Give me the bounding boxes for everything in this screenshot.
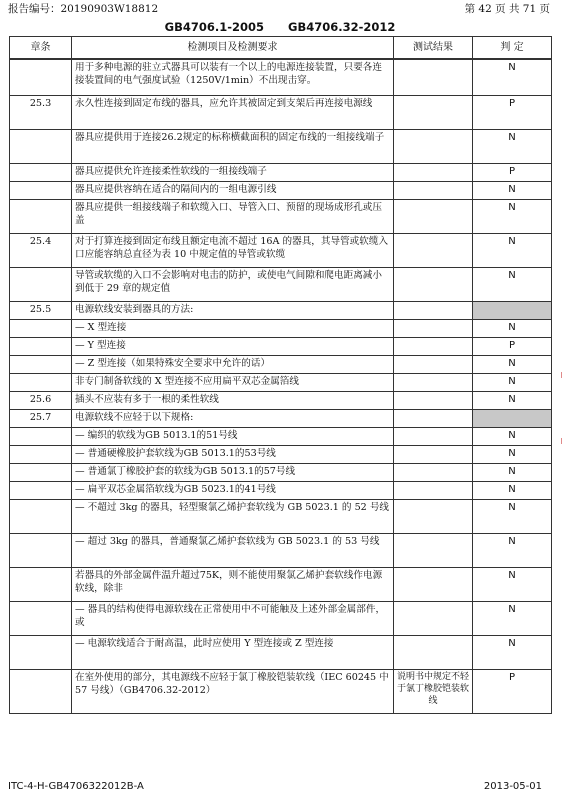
result-cell — [394, 59, 473, 95]
requirement-cell: — 超过 3kg 的器具，普通聚氯乙烯护套软线为 GB 5023.1 的 53 号线 — [72, 533, 394, 567]
verdict-cell: N — [473, 635, 552, 669]
column-header-clause: 章条 — [10, 37, 72, 60]
result-cell — [394, 481, 473, 499]
verdict-cell: N — [473, 601, 552, 635]
table-row — [10, 481, 552, 499]
clause-cell — [10, 533, 72, 567]
table-row — [10, 601, 552, 635]
clause-cell — [10, 59, 72, 95]
requirement-cell: 永久性连接到固定布线的器具，应允许其被固定到支架后再连接电源线 — [72, 95, 394, 129]
clause-cell: 25.7 — [10, 409, 72, 427]
edge-mark — [561, 438, 562, 444]
verdict-cell: P — [473, 163, 552, 181]
requirement-cell: 电源软线不应轻于以下规格: — [72, 409, 394, 427]
clause-cell — [10, 499, 72, 533]
result-cell — [394, 567, 473, 601]
result-cell — [394, 635, 473, 669]
result-cell — [394, 181, 473, 199]
requirement-cell: 用于多种电源的驻立式器具可以装有一个以上的电源连接装置，只要各连接装置间的电气强度试验（1250V/1min）不出现击穿。 — [72, 59, 394, 95]
clause-cell — [10, 635, 72, 669]
table-row — [10, 567, 552, 601]
table-row — [10, 463, 552, 481]
table-row — [10, 427, 552, 445]
requirement-cell: — Y 型连接 — [72, 337, 394, 355]
clause-cell — [10, 481, 72, 499]
verdict-cell: N — [473, 267, 552, 301]
verdict-cell: N — [473, 533, 552, 567]
result-cell — [394, 301, 473, 319]
clause-cell — [10, 129, 72, 163]
verdict-cell: N — [473, 463, 552, 481]
table-row — [10, 499, 552, 533]
requirement-cell: 若器具的外部金属件温升超过75K，则不能使用聚氯乙烯护套软线作电源软线，除非 — [72, 567, 394, 601]
table-row — [10, 355, 552, 373]
table-row — [10, 337, 552, 355]
table-row — [10, 233, 552, 267]
result-cell — [394, 373, 473, 391]
clause-cell: 25.6 — [10, 391, 72, 409]
clause-cell — [10, 199, 72, 233]
table-row — [10, 319, 552, 337]
requirement-cell: 电源软线安装到器具的方法: — [72, 301, 394, 319]
requirement-cell: 器具应提供一组接线端子和软缆入口、导管入口、预留的现场成形孔或压盖 — [72, 199, 394, 233]
table-row — [10, 373, 552, 391]
clause-cell — [10, 601, 72, 635]
result-cell — [394, 391, 473, 409]
verdict-cell: N — [473, 199, 552, 233]
table-row — [10, 533, 552, 567]
table-row — [10, 267, 552, 301]
clause-cell — [10, 181, 72, 199]
requirement-cell: — 普通硬橡胶护套软线为GB 5013.1的53号线 — [72, 445, 394, 463]
table-row — [10, 181, 552, 199]
verdict-cell: N — [473, 427, 552, 445]
clause-cell — [10, 163, 72, 181]
result-cell: 说明书中规定不轻于氯丁橡胶铠装软线 — [394, 669, 473, 713]
requirement-cell: 在室外使用的部分，其电源线不应轻于氯丁橡胶铠装软线（IEC 60245 中 57 号线）（GB4706.32-2012） — [72, 669, 394, 713]
result-cell — [394, 319, 473, 337]
result-cell — [394, 337, 473, 355]
clause-cell: 25.4 — [10, 233, 72, 267]
table-row — [10, 95, 552, 129]
verdict-cell: N — [473, 319, 552, 337]
table-body — [10, 59, 552, 713]
verdict-cell: N — [473, 499, 552, 533]
table-row — [10, 163, 552, 181]
verdict-cell: N — [473, 373, 552, 391]
table-row — [10, 669, 552, 713]
requirement-cell: — 不超过 3kg 的器具，轻型聚氯乙烯护套软线为 GB 5023.1 的 52 号线 — [72, 499, 394, 533]
result-cell — [394, 601, 473, 635]
effective-date: 2013-05-01 — [483, 781, 542, 792]
result-cell — [394, 355, 473, 373]
standard-title: GB4706.1-2005 GB4706.32-2012 — [164, 20, 396, 34]
column-header-requirement: 检测项目及检测要求 — [72, 37, 394, 60]
table-row — [10, 635, 552, 669]
result-cell — [394, 533, 473, 567]
verdict-cell — [473, 301, 552, 319]
document-code: ITC-4-H-GB4706322012B-A — [8, 781, 144, 792]
clause-cell — [10, 355, 72, 373]
requirement-cell: — X 型连接 — [72, 319, 394, 337]
requirement-cell: 器具应提供允许连接柔性软线的一组接线端子 — [72, 163, 394, 181]
requirement-cell: 对于打算连接到固定布线且额定电流不超过 16A 的器具，其导管或软缆入口应能容纳总直径为表 10 中规定值的导管或软缆 — [72, 233, 394, 267]
result-cell — [394, 267, 473, 301]
requirement-cell: — Z 型连接（如果特殊安全要求中允许的话） — [72, 355, 394, 373]
requirement-cell: 器具应提供容纳在适合的隔间内的一组电源引线 — [72, 181, 394, 199]
result-cell — [394, 463, 473, 481]
table-row — [10, 409, 552, 427]
verdict-cell: N — [473, 233, 552, 267]
clause-cell — [10, 567, 72, 601]
requirement-cell: — 器具的结构使得电源软线在正常使用中不可能触及上述外部金属部件，或 — [72, 601, 394, 635]
clause-cell — [10, 337, 72, 355]
page-indicator: 第 42 页 共 71 页 — [464, 3, 550, 15]
clause-cell — [10, 669, 72, 713]
clause-cell — [10, 319, 72, 337]
result-cell — [394, 427, 473, 445]
result-cell — [394, 129, 473, 163]
table-row — [10, 129, 552, 163]
verdict-cell: N — [473, 567, 552, 601]
table-row — [10, 391, 552, 409]
result-cell — [394, 233, 473, 267]
report-number: 报告编号：20190903W18812 — [8, 3, 159, 15]
table-row — [10, 59, 552, 95]
verdict-cell: N — [473, 355, 552, 373]
verdict-cell: P — [473, 95, 552, 129]
result-cell — [394, 499, 473, 533]
table-row — [10, 301, 552, 319]
verdict-cell: N — [473, 59, 552, 95]
clause-cell: 25.3 — [10, 95, 72, 129]
requirement-cell: — 电源软线适合于耐高温，此时应使用 Y 型连接或 Z 型连接 — [72, 635, 394, 669]
verdict-cell: P — [473, 669, 552, 713]
requirement-cell: — 扁平双芯金属箔软线为GB 5023.1的41号线 — [72, 481, 394, 499]
result-cell — [394, 163, 473, 181]
requirement-cell: — 编织的软线为GB 5013.1的51号线 — [72, 427, 394, 445]
clause-cell — [10, 427, 72, 445]
clause-cell — [10, 373, 72, 391]
verdict-cell: N — [473, 181, 552, 199]
clause-cell — [10, 267, 72, 301]
column-header-result: 测试结果 — [394, 37, 473, 60]
verdict-cell: N — [473, 445, 552, 463]
result-cell — [394, 95, 473, 129]
verdict-cell: P — [473, 337, 552, 355]
clause-cell — [10, 445, 72, 463]
table-row — [10, 445, 552, 463]
verdict-cell: N — [473, 391, 552, 409]
requirement-cell: 器具应提供用于连接26.2规定的标称横截面积的固定布线的一组接线端子 — [72, 129, 394, 163]
table-header-row — [10, 37, 552, 60]
clause-cell: 25.5 — [10, 301, 72, 319]
test-results-table — [9, 36, 552, 714]
edge-mark — [561, 372, 562, 378]
requirement-cell: 非专门制备软线的 X 型连接不应用扁平双芯金属箔线 — [72, 373, 394, 391]
table-row — [10, 199, 552, 233]
verdict-cell — [473, 409, 552, 427]
verdict-cell: N — [473, 129, 552, 163]
clause-cell — [10, 463, 72, 481]
requirement-cell: — 普通氯丁橡胶护套的软线为GB 5013.1的57号线 — [72, 463, 394, 481]
requirement-cell: 导管或软缆的入口不会影响对电击的防护，或使电气间隙和爬电距离减小到低于 29 章的规定值 — [72, 267, 394, 301]
result-cell — [394, 445, 473, 463]
result-cell — [394, 409, 473, 427]
result-cell — [394, 199, 473, 233]
verdict-cell: N — [473, 481, 552, 499]
column-header-verdict: 判 定 — [473, 37, 552, 60]
requirement-cell: 插头不应装有多于一根的柔性软线 — [72, 391, 394, 409]
